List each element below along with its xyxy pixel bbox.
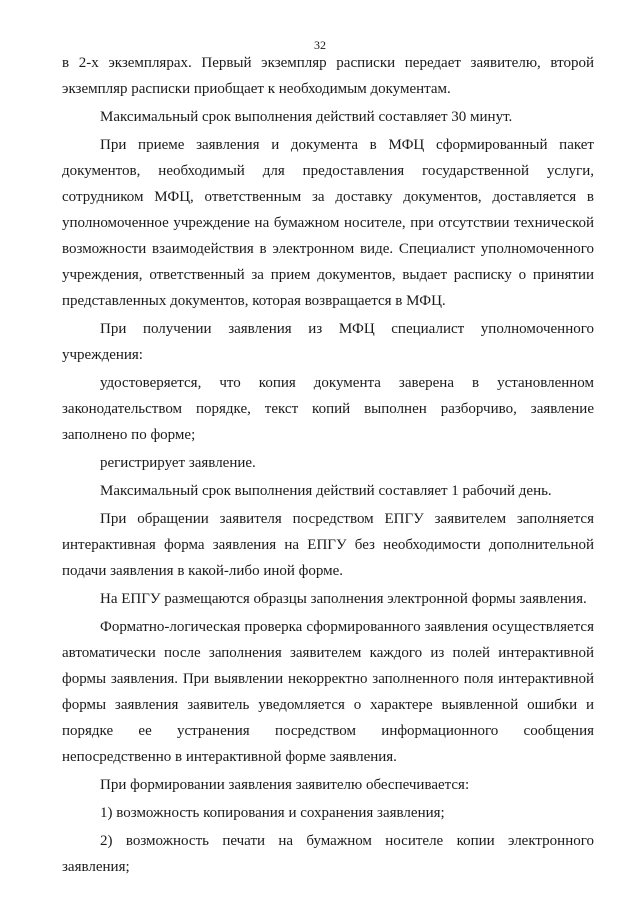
paragraph-verification: удостоверяется, что копия документа заверена в установленном законодательством порядке, текст копий выполнен разборчиво, заявление заполнено по форме; (62, 375, 594, 443)
page-number: 32 (314, 38, 326, 52)
paragraph-provisions-intro: При формировании заявления заявителю обеспечивается: (100, 777, 470, 793)
paragraph-epgu-samples: На ЕПГУ размещаются образцы заполнения электронной формы заявления. (100, 591, 587, 607)
paragraph-epgu-application: При обращении заявителя посредством ЕПГУ заявителем заполняется интерактивная форма заявления на ЕПГУ без необходимости дополнительной подачи заявления в какой-либо иной форме. (62, 511, 594, 579)
paragraph-registration: регистрирует заявление. (100, 455, 256, 471)
paragraph-continuation: в 2-х экземплярах. Первый экземпляр расписки передает заявителю, второй экземпляр расписки приобщает к необходимым документам. (62, 55, 594, 97)
paragraph-time-limit-1-day: Максимальный срок выполнения действий составляет 1 рабочий день. (100, 483, 552, 499)
list-item-1: 1) возможность копирования и сохранения заявления; (100, 805, 445, 821)
paragraph-specialist-intro: При получении заявления из МФЦ специалист уполномоченного учреждения: (62, 321, 594, 363)
document-body (62, 50, 594, 880)
list-item-2: 2) возможность печати на бумажном носителе копии электронного заявления; (62, 833, 594, 875)
paragraph-mfc-document-transfer: При приеме заявления и документа в МФЦ сформированный пакет документов, необходимый для предоставления государственной услуги, сотрудником МФЦ, ответственным за доставку документов, доставляется в уполномоченное учреждение на бумажном носителе, при отсутствии технической возможности взаимодействия в электронном виде. Специалист уполномоченного учреждения, ответственный за прием документов, выдает расписку о принятии представленных документов, которая возвращается в МФЦ. (62, 137, 594, 309)
paragraph-time-limit-30-min: Максимальный срок выполнения действий составляет 30 минут. (100, 109, 513, 125)
paragraph-format-check: Форматно-логическая проверка сформированного заявления осуществляется автоматически после заполнения заявителем каждого из полей интерактивной формы заявления. При выявлении некорректно заполненного поля интерактивной формы заявления заявитель уведомляется о характере выявленной ошибки и порядке ее устранения посредством информационного сообщения непосредственно в интерактивной форме заявления. (62, 619, 594, 765)
